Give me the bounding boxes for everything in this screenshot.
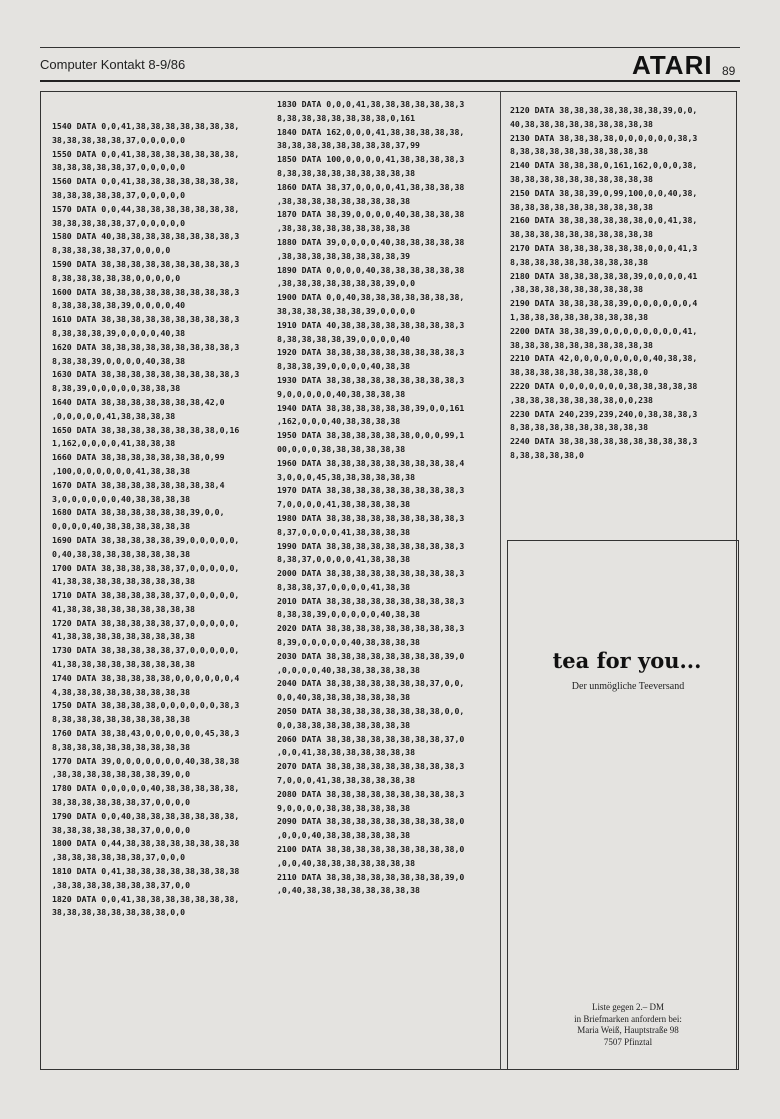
text-line: 1980 DATA 38,38,38,38,38,38,38,38,38,3 (277, 512, 465, 523)
listing-column-3 (510, 104, 697, 463)
text-line: 1920 DATA 38,38,38,38,38,38,38,38,38,3 (277, 347, 465, 358)
text-line: 7507 Pfinztal (603, 1036, 653, 1047)
text-line: 8,38,38,37,0,0,0,0,41,38,38 (277, 581, 411, 592)
text-line: 2070 DATA 38,38,38,38,38,38,38,38,38,3 (277, 761, 465, 772)
text-line: 2140 DATA 38,38,38,0,161,162,0,0,0,38, (510, 160, 698, 171)
text-line: Liste gegen 2.– DM (592, 1002, 664, 1012)
column-divider (500, 91, 501, 1070)
text-line: 1870 DATA 38,39,0,0,0,0,40,38,38,38,38 (277, 209, 465, 220)
text-line: 2220 DATA 0,0,0,0,0,0,0,38,38,38,38,38 (510, 380, 698, 391)
text-line: Maria Weiß, Hauptstraße 98 (577, 1025, 679, 1035)
text-line: 1660 DATA 38,38,38,38,38,38,38,0,99 (52, 452, 225, 463)
text-line: ,0,40,38,38,38,38,38,38,38,38 (277, 885, 420, 896)
text-line: 8,38,38,38,38,38,38,38,38,38 (277, 167, 416, 178)
text-line: 2030 DATA 38,38,38,38,38,38,38,38,39,0 (277, 650, 465, 661)
text-line: 41,38,38,38,38,38,38,38,38,38 (52, 576, 195, 587)
text-line: 2080 DATA 38,38,38,38,38,38,38,38,38,3 (277, 788, 465, 799)
ad-tagline: Der unmögliche Teeversand (571, 681, 685, 692)
ad-slogan: tea for you... (552, 648, 702, 673)
text-line: ,100,0,0,0,0,0,0,41,38,38,38 (52, 465, 191, 476)
text-line: 2010 DATA 38,38,38,38,38,38,38,38,38,3 (277, 595, 465, 606)
text-line: 1760 DATA 38,38,43,0,0,0,0,0,0,45,38,3 (52, 728, 240, 739)
text-line: 8,38,38,39,0,0,0,0,0,40,38,38 (277, 609, 420, 620)
text-line: 38,38,38,38,38,38,37,0,0,0,0 (52, 824, 191, 835)
text-line: 1990 DATA 38,38,38,38,38,38,38,38,38,3 (277, 540, 465, 551)
text-line: 1630 DATA 38,38,38,38,38,38,38,38,38,3 (52, 369, 240, 380)
text-line: 1580 DATA 40,38,38,38,38,38,38,38,38,3 (52, 231, 240, 242)
text-line: 1840 DATA 162,0,0,0,41,38,38,38,38,38, (277, 126, 465, 137)
text-line: 2000 DATA 38,38,38,38,38,38,38,38,38,3 (277, 568, 465, 579)
text-line: 2120 DATA 38,38,38,38,38,38,38,39,0,0, (510, 105, 698, 115)
text-line: 38,38,38,38,38,38,39,0,0,0,0 (277, 305, 416, 316)
text-line: 1690 DATA 38,38,38,38,38,39,0,0,0,0,0, (52, 534, 240, 545)
text-line: 1610 DATA 38,38,38,38,38,38,38,38,38,3 (52, 314, 240, 325)
text-line: 1,38,38,38,38,38,38,38,38,38 (510, 311, 649, 322)
text-line: ,0,0,0,0,0,41,38,38,38,38 (52, 410, 176, 421)
text-line: ,38,38,38,38,38,38,38,39,0,0 (277, 278, 416, 289)
text-line: 38,38,38,38,38,38,38,38,38,0 (510, 367, 649, 378)
text-line: 1650 DATA 38,38,38,38,38,38,38,38,0,16 (52, 424, 240, 435)
text-line: 0,0,0,0,40,38,38,38,38,38,38 (52, 521, 191, 532)
text-line: 1540 DATA 0,0,41,38,38,38,38,38,38,38, (52, 121, 240, 131)
text-line: 1720 DATA 38,38,38,38,38,37,0,0,0,0,0, (52, 617, 240, 628)
text-line: 1860 DATA 38,37,0,0,0,0,41,38,38,38,38 (277, 181, 465, 192)
text-line: 1930 DATA 38,38,38,38,38,38,38,38,38,3 (277, 374, 465, 385)
text-line: 8,38,38,38,38,38,0,0,0,0,0 (52, 272, 181, 283)
text-line: 1730 DATA 38,38,38,38,38,37,0,0,0,0,0, (52, 645, 240, 656)
text-line: 38,38,38,38,38,37,0,0,0,0,0 (52, 134, 186, 145)
ad-contact (520, 1002, 736, 1048)
text-line: ,0,0,40,38,38,38,38,38,38,38 (277, 857, 416, 868)
text-line: 1910 DATA 40,38,38,38,38,38,38,38,38,3 (277, 319, 465, 330)
text-line: 1570 DATA 0,0,44,38,38,38,38,38,38,38, (52, 203, 240, 214)
magazine-title: Computer Kontakt 8-9/86 (40, 57, 186, 72)
text-line: 4,38,38,38,38,38,38,38,38,38 (52, 686, 191, 697)
text-line: 2100 DATA 38,38,38,38,38,38,38,38,38,0 (277, 844, 465, 855)
text-line: 38,38,38,38,38,38,38,38,0,0 (52, 907, 186, 918)
text-line: 8,38,37,0,0,0,0,41,38,38,38 (277, 554, 411, 565)
text-line: 38,38,38,38,38,37,0,0,0,0,0 (52, 217, 186, 228)
text-line: 2090 DATA 38,38,38,38,38,38,38,38,38,0 (277, 816, 465, 827)
listing-column-2 (277, 98, 464, 898)
top-rule (40, 47, 740, 48)
text-line: 38,38,38,38,38,38,38,38,38,38 (510, 229, 653, 240)
text-line: in Briefmarken anfordern bei: (574, 1013, 682, 1024)
text-line: 1550 DATA 0,0,41,38,38,38,38,38,38,38, (52, 148, 240, 159)
text-line: 1800 DATA 0,44,38,38,38,38,38,38,38,38 (52, 838, 240, 849)
text-line: 1680 DATA 38,38,38,38,38,38,39,0,0, (52, 507, 225, 518)
text-line: 38,38,38,38,38,38,38,38,37,99 (277, 140, 420, 151)
text-line: 3,0,0,0,0,0,0,40,38,38,38,38 (52, 493, 191, 504)
text-line: 8,38,38,38,38,39,0,0,0,0,40 (277, 333, 411, 344)
text-line: 8,38,38,38,38,38,38,38,38,38 (510, 146, 649, 157)
text-line: 1820 DATA 0,0,41,38,38,38,38,38,38,38, (52, 893, 240, 904)
header-rule (40, 80, 740, 82)
text-line: 0,40,38,38,38,38,38,38,38,38 (52, 548, 191, 559)
text-line: 3,0,0,0,45,38,38,38,38,38,38 (277, 471, 416, 482)
text-line: 1950 DATA 38,38,38,38,38,38,0,0,0,99,1 (277, 430, 465, 441)
text-line: 8,38,38,39,0,0,0,0,40,38,38 (277, 361, 411, 372)
text-line: 1750 DATA 38,38,38,38,0,0,0,0,0,0,38,3 (52, 700, 240, 711)
text-line: 38,38,38,38,38,38,38,38,38,38 (510, 339, 653, 350)
text-line: 0,0,38,38,38,38,38,38,38,38 (277, 719, 411, 730)
text-line: 2150 DATA 38,38,39,0,99,100,0,0,40,38, (510, 187, 698, 198)
text-line: 41,38,38,38,38,38,38,38,38,38 (52, 603, 195, 614)
text-line: 8,37,0,0,0,0,41,38,38,38,38 (277, 526, 411, 537)
text-line: 2210 DATA 42,0,0,0,0,0,0,0,0,40,38,38, (510, 353, 698, 364)
text-line: 8,38,38,38,38,38,38,38,38,38 (510, 256, 649, 267)
text-line: 1590 DATA 38,38,38,38,38,38,38,38,38,3 (52, 258, 240, 269)
text-line: 2060 DATA 38,38,38,38,38,38,38,38,37,0 (277, 733, 465, 744)
text-line: 1900 DATA 0,0,40,38,38,38,38,38,38,38, (277, 292, 465, 303)
text-line: 2110 DATA 38,38,38,38,38,38,38,38,39,0 (277, 871, 465, 882)
text-line: 1890 DATA 0,0,0,0,40,38,38,38,38,38,38 (277, 264, 465, 275)
text-line: 2130 DATA 38,38,38,38,0,0,0,0,0,0,38,3 (510, 132, 698, 143)
text-line: 2160 DATA 38,38,38,38,38,38,0,0,41,38, (510, 215, 698, 226)
text-line: 1560 DATA 0,0,41,38,38,38,38,38,38,38, (52, 176, 240, 187)
text-line: 2040 DATA 38,38,38,38,38,38,38,37,0,0, (277, 678, 465, 689)
text-line: 8,38,39,0,0,0,0,0,38,38,38 (52, 383, 181, 394)
text-line: 7,0,0,0,0,41,38,38,38,38,38 (277, 499, 411, 510)
text-line: ,38,38,38,38,38,38,38,38,38 (277, 223, 411, 234)
text-line: 40,38,38,38,38,38,38,38,38,38 (510, 118, 653, 129)
text-line: 1790 DATA 0,0,40,38,38,38,38,38,38,38, (52, 810, 240, 821)
text-line: ,38,38,38,38,38,38,38,38,38 (510, 284, 644, 295)
text-line: 2230 DATA 240,239,239,240,0,38,38,38,3 (510, 408, 698, 419)
text-line: 1880 DATA 39,0,0,0,0,40,38,38,38,38,38 (277, 236, 465, 247)
text-line: 1850 DATA 100,0,0,0,0,41,38,38,38,38,3 (277, 154, 465, 165)
text-line: 8,38,38,38,38,39,0,0,0,0,40 (52, 300, 186, 311)
text-line: ,38,38,38,38,38,38,38,38,38 (277, 195, 411, 206)
text-line: 8,38,38,39,0,0,0,0,40,38,38 (52, 355, 186, 366)
text-line: ,162,0,0,0,40,38,38,38,38 (277, 416, 401, 427)
text-line: 8,39,0,0,0,0,0,40,38,38,38,38 (277, 637, 420, 648)
text-line: 8,38,38,38,38,38,38,38,38,38 (510, 422, 649, 433)
text-line: 00,0,0,0,38,38,38,38,38,38 (277, 443, 406, 454)
text-line: 1940 DATA 38,38,38,38,38,38,39,0,0,161 (277, 402, 465, 413)
text-line: 8,38,38,38,38,38,38,38,38,38 (52, 741, 191, 752)
text-line: 1640 DATA 38,38,38,38,38,38,38,42,0 (52, 396, 225, 407)
text-line: 2170 DATA 38,38,38,38,38,38,0,0,0,41,3 (510, 242, 698, 253)
text-line: 8,38,38,38,39,0,0,0,0,40,38 (52, 327, 186, 338)
text-line: 2200 DATA 38,38,39,0,0,0,0,0,0,0,0,41, (510, 325, 698, 336)
text-line: ,0,0,0,40,38,38,38,38,38,38 (277, 830, 411, 841)
text-line: 41,38,38,38,38,38,38,38,38,38 (52, 631, 195, 642)
text-line: 9,0,0,0,0,38,38,38,38,38,38 (277, 802, 411, 813)
text-line: 1,162,0,0,0,0,41,38,38,38 (52, 438, 176, 449)
text-line: ,38,38,38,38,38,38,38,38,39 (277, 250, 411, 261)
text-line: 2240 DATA 38,38,38,38,38,38,38,38,38,3 (510, 436, 698, 447)
text-line: 0,0,40,38,38,38,38,38,38,38 (277, 692, 411, 703)
text-line: 38,38,38,38,38,38,38,38,38,38 (510, 201, 653, 212)
text-line: 1780 DATA 0,0,0,0,0,40,38,38,38,38,38, (52, 783, 240, 794)
text-line: 38,38,38,38,38,38,37,0,0,0,0 (52, 797, 191, 808)
text-line: 1830 DATA 0,0,0,41,38,38,38,38,38,38,3 (277, 99, 465, 109)
text-line: 1620 DATA 38,38,38,38,38,38,38,38,38,3 (52, 341, 240, 352)
text-line: 1740 DATA 38,38,38,38,38,0,0,0,0,0,0,4 (52, 672, 240, 683)
text-line: ,38,38,38,38,38,38,38,37,0,0 (52, 879, 191, 890)
text-line: 1770 DATA 39,0,0,0,0,0,0,0,40,38,38,38 (52, 755, 240, 766)
text-line: 1600 DATA 38,38,38,38,38,38,38,38,38,3 (52, 286, 240, 297)
text-line: 8,38,38,38,38,0 (510, 449, 584, 460)
text-line: 1700 DATA 38,38,38,38,38,37,0,0,0,0,0, (52, 562, 240, 573)
text-line: 7,0,0,0,41,38,38,38,38,38,38 (277, 775, 416, 786)
section-title: ATARI (632, 50, 713, 80)
text-line: 2050 DATA 38,38,38,38,38,38,38,38,0,0, (277, 706, 465, 717)
page-number: 89 (722, 64, 736, 78)
text-line: ,38,38,38,38,38,38,37,0,0,0 (52, 852, 186, 863)
text-line: 2180 DATA 38,38,38,38,38,39,0,0,0,0,41 (510, 270, 698, 281)
text-line: 38,38,38,38,38,38,38,38,38,38 (510, 173, 653, 184)
text-line: 9,0,0,0,0,0,40,38,38,38,38 (277, 388, 406, 399)
text-line: ,38,38,38,38,38,38,38,0,0,238 (510, 394, 653, 405)
text-line: 2190 DATA 38,38,38,38,39,0,0,0,0,0,0,4 (510, 298, 698, 309)
advertisement-box (507, 540, 739, 1070)
text-line: 8,38,38,38,38,37,0,0,0,0 (52, 245, 171, 256)
listing-column-1 (52, 120, 239, 920)
text-line: 38,38,38,38,38,37,0,0,0,0,0 (52, 189, 186, 200)
text-line: ,0,0,0,0,40,38,38,38,38,38,38 (277, 664, 420, 675)
text-line: 2020 DATA 38,38,38,38,38,38,38,38,38,3 (277, 623, 465, 634)
text-line: 38,38,38,38,38,37,0,0,0,0,0 (52, 162, 186, 173)
text-line: 1960 DATA 38,38,38,38,38,38,38,38,38,4 (277, 457, 465, 468)
text-line: 1670 DATA 38,38,38,38,38,38,38,38,4 (52, 479, 225, 490)
text-line: ,0,0,41,38,38,38,38,38,38,38 (277, 747, 416, 758)
text-line: ,38,38,38,38,38,38,38,39,0,0 (52, 769, 191, 780)
text-line: 8,38,38,38,38,38,38,38,38,38 (52, 714, 191, 725)
text-line: 1710 DATA 38,38,38,38,38,37,0,0,0,0,0, (52, 590, 240, 601)
text-line: 41,38,38,38,38,38,38,38,38,38 (52, 659, 195, 670)
text-line: 1970 DATA 38,38,38,38,38,38,38,38,38,3 (277, 485, 465, 496)
text-line: 1810 DATA 0,41,38,38,38,38,38,38,38,38 (52, 866, 240, 877)
text-line: 8,38,38,38,38,38,38,38,0,161 (277, 112, 416, 123)
